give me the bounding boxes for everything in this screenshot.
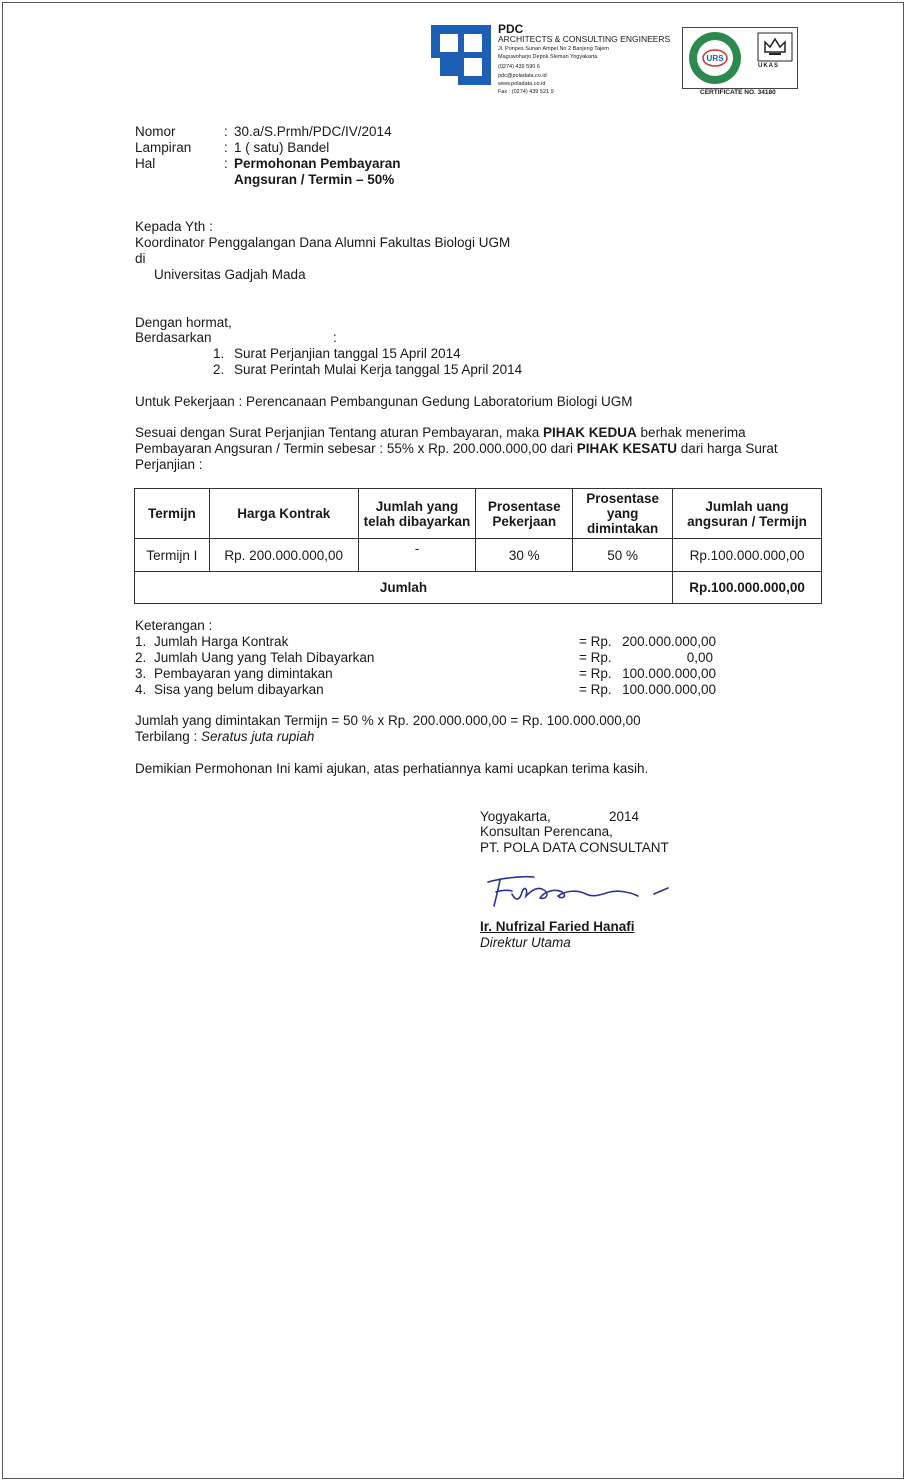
calculation-line: Jumlah yang dimintakan Termijn = 50 % x Rp. 200.000.000,00 = Rp. 100.000.000,00: [135, 713, 641, 728]
pdc-logo-icon: [428, 22, 494, 88]
ukas-crown-icon: [757, 32, 793, 62]
keterangan-label: Jumlah Harga Kontrak: [154, 634, 289, 649]
header-cell: Prosentase yang dimintakan: [573, 489, 673, 539]
paragraph-line-2: Pembayaran Angsuran / Termin sebesar : 55% x Rp. 200.000.000,00 dari PIHAK KESATU dari harga Surat: [135, 441, 778, 456]
table-cell: Termijn I: [135, 539, 210, 572]
address-line-1: Jl. Ponpes Sunan Ampel No 2 Banjeng Tajem: [498, 46, 609, 52]
keterangan-amount: 0,00: [686, 650, 713, 665]
keterangan-label: Pembayaran yang dimintakan: [154, 666, 333, 681]
total-label: Jumlah: [135, 572, 673, 604]
header-cell: Prosentase Pekerjaan: [476, 489, 573, 539]
keterangan-eq: = Rp.: [579, 666, 612, 681]
paragraph-line-3: Perjanjian :: [135, 457, 203, 472]
ukas-label: UKAS: [758, 63, 780, 69]
hal-label: Hal: [135, 156, 156, 171]
header-cell: Termijn: [135, 489, 210, 539]
keterangan-eq: = Rp.: [579, 682, 612, 697]
email: pdc@poladata.co.id: [498, 73, 547, 79]
website: www.poladata.co.id: [498, 81, 546, 87]
paragraph-line-1: Sesuai dengan Surat Perjanjian Tentang aturan Pembayaran, maka PIHAK KEDUA berhak menerima: [135, 425, 746, 440]
lampiran-value: 1 ( satu) Bandel: [234, 140, 330, 155]
urs-seal-icon: [687, 30, 743, 86]
hal-value-line-1: Permohonan Pembayaran: [234, 156, 401, 171]
keterangan-num: 4.: [135, 682, 147, 697]
keterangan-eq: = Rp.: [579, 634, 612, 649]
greeting: Dengan hormat,: [135, 315, 232, 330]
keterangan-num: 2.: [135, 650, 147, 665]
table-cell: Rp. 200.000.000,00: [209, 539, 358, 572]
signature-place: Yogyakarta,: [480, 809, 551, 824]
phone: (0274) 439 590 6: [498, 64, 540, 70]
berdasarkan: Berdasarkan: [135, 330, 212, 345]
nomor-colon: :: [224, 124, 228, 139]
hal-colon: :: [224, 156, 228, 171]
table-cell: 30 %: [476, 539, 573, 572]
keterangan-amount: 100.000.000,00: [622, 682, 716, 697]
certification-box: [682, 27, 798, 89]
pekerjaan-line: Untuk Pekerjaan : Perencanaan Pembangunan Gedung Laboratorium Biologi UGM: [135, 394, 633, 409]
company-name: PDC: [498, 22, 524, 36]
signature-year: 2014: [609, 809, 640, 824]
table-cell: -: [358, 539, 476, 572]
lampiran-label: Lampiran: [135, 140, 192, 155]
keterangan-amount: 200.000.000,00: [622, 634, 716, 649]
table-row: [135, 539, 822, 572]
signatory-title: Direktur Utama: [480, 935, 571, 950]
recipient-place: Universitas Gadjah Mada: [154, 267, 306, 282]
table-total-row: [135, 572, 822, 604]
address-line-2: Maguwoharjo Depok Sleman Yogyakarta: [498, 54, 598, 60]
header-cell: Jumlah yang telah dibayarkan: [358, 489, 476, 539]
ref-1-text: Surat Perjanjian tanggal 15 April 2014: [234, 346, 461, 361]
company-subtitle: ARCHITECTS & CONSULTING ENGINEERS: [498, 34, 671, 44]
header-cell: Jumlah uang angsuran / Termijn: [673, 489, 822, 539]
berdasarkan-colon: :: [333, 330, 337, 345]
urs-seal-text: URS: [706, 54, 724, 63]
keterangan-eq: = Rp.: [579, 650, 612, 665]
signature-company: PT. POLA DATA CONSULTANT: [480, 840, 669, 855]
keterangan-amount: 100.000.000,00: [622, 666, 716, 681]
keterangan-label: Jumlah Uang yang Telah Dibayarkan: [154, 650, 375, 665]
kepada: Kepada Yth :: [135, 219, 213, 234]
header-cell: Harga Kontrak: [209, 489, 358, 539]
table-cell: Rp.100.000.000,00: [673, 539, 822, 572]
nomor-label: Nomor: [135, 124, 176, 139]
terbilang-line: Terbilang : Seratus juta rupiah: [135, 729, 315, 744]
table-header-row: [135, 489, 822, 539]
fax: Fax : (0274) 439 521 9: [498, 89, 554, 95]
certificate-number: CERTIFICATE NO. 34180: [700, 89, 776, 96]
keterangan-num: 1.: [135, 634, 147, 649]
ref-2-text: Surat Perintah Mulai Kerja tanggal 15 April 2014: [234, 362, 523, 377]
ref-1-num: 1.: [213, 346, 225, 361]
recipient-name: Koordinator Penggalangan Dana Alumni Fakultas Biologi UGM: [135, 235, 511, 250]
signatory-name: Ir. Nufrizal Faried Hanafi: [480, 919, 635, 934]
keterangan-num: 3.: [135, 666, 147, 681]
handwritten-signature-icon: [482, 872, 672, 912]
payment-table: [134, 488, 822, 604]
recipient-di: di: [135, 251, 146, 266]
lampiran-colon: :: [224, 140, 228, 155]
ref-2-num: 2.: [213, 362, 225, 377]
table-cell: 50 %: [573, 539, 673, 572]
keterangan-label: Sisa yang belum dibayarkan: [154, 682, 324, 697]
signature-role: Konsultan Perencana,: [480, 824, 613, 839]
hal-value-line-2: Angsuran / Termin – 50%: [234, 172, 395, 187]
closing-line: Demikian Permohonan Ini kami ajukan, atas perhatiannya kami ucapkan terima kasih.: [135, 761, 649, 776]
keterangan-title: Keterangan :: [135, 618, 213, 633]
total-value: Rp.100.000.000,00: [673, 572, 822, 604]
nomor-value: 30.a/S.Prmh/PDC/IV/2014: [234, 124, 392, 139]
